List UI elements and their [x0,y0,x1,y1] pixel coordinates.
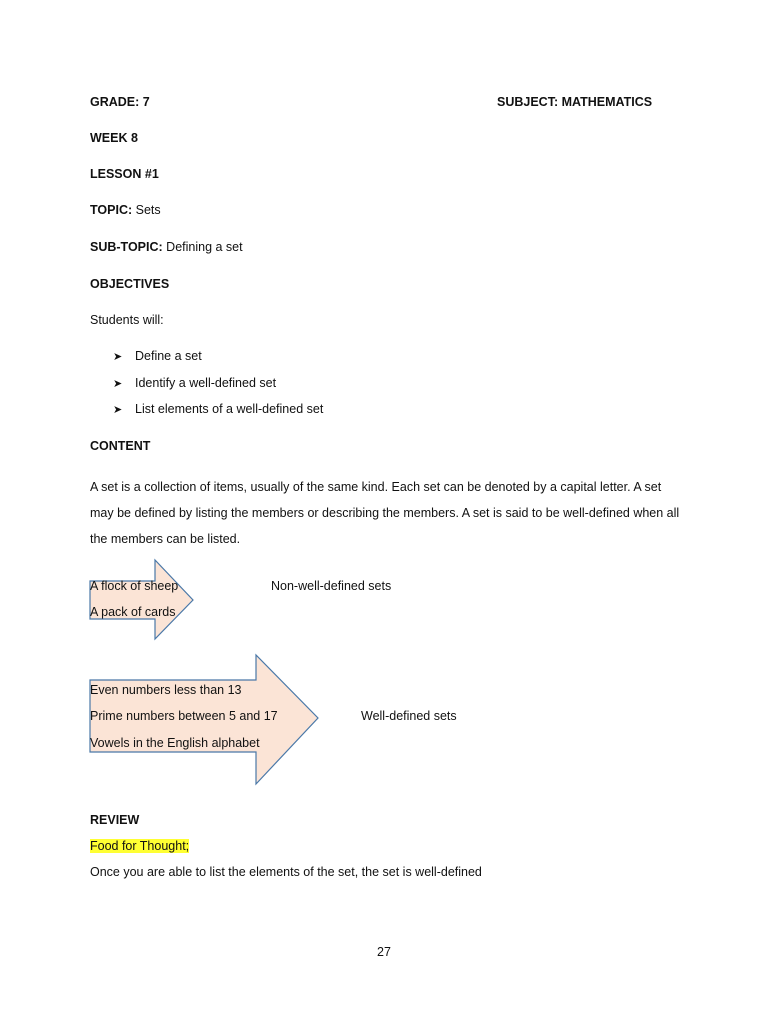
non-well-defined-item: A pack of cards [90,605,176,619]
grade-label: GRADE: 7 [90,95,150,109]
food-for-thought-highlight: Food for Thought; [90,839,190,853]
page-number: 27 [377,945,391,959]
topic-key: TOPIC: [90,203,133,217]
objective-text: Define a set [135,349,202,363]
bullet-arrow-icon: ➤ [113,404,123,416]
well-defined-item: Vowels in the English alphabet [90,736,260,750]
food-for-thought-line [90,838,189,854]
topic-value: Sets [132,203,161,217]
content-paragraph: A set is a collection of items, usually of the same kind. Each set can be denoted by a capital letter. A set may be defined by listing the members or describing the members. A set is said to be well-defined when all the members can be listed. [90,480,680,546]
objective-text: Identify a well-defined set [135,376,277,390]
subtopic-key: SUB-TOPIC: [90,240,163,254]
subtopic-value: Defining a set [162,240,243,254]
well-defined-label: Well-defined sets [361,709,457,723]
content-heading: CONTENT [90,439,151,453]
subject-label: SUBJECT: MATHEMATICS [497,95,653,109]
week-label: WEEK 8 [90,131,138,145]
review-heading: REVIEW [90,813,140,827]
well-defined-item: Prime numbers between 5 and 17 [90,709,278,723]
non-well-defined-label: Non-well-defined sets [271,579,392,593]
bullet-arrow-icon: ➤ [113,378,123,390]
objectives-heading: OBJECTIVES [90,277,170,291]
bullet-arrow-icon: ➤ [113,351,123,363]
objectives-intro: Students will: [90,313,164,327]
small-arrow-shape [90,560,193,639]
objective-text: List elements of a well-defined set [135,402,324,416]
review-statement: Once you are able to list the elements of the set, the set is well-defined [90,865,482,879]
non-well-defined-item: A flock of sheep [90,579,179,593]
well-defined-item: Even numbers less than 13 [90,683,242,697]
lesson-label: LESSON #1 [90,167,159,181]
